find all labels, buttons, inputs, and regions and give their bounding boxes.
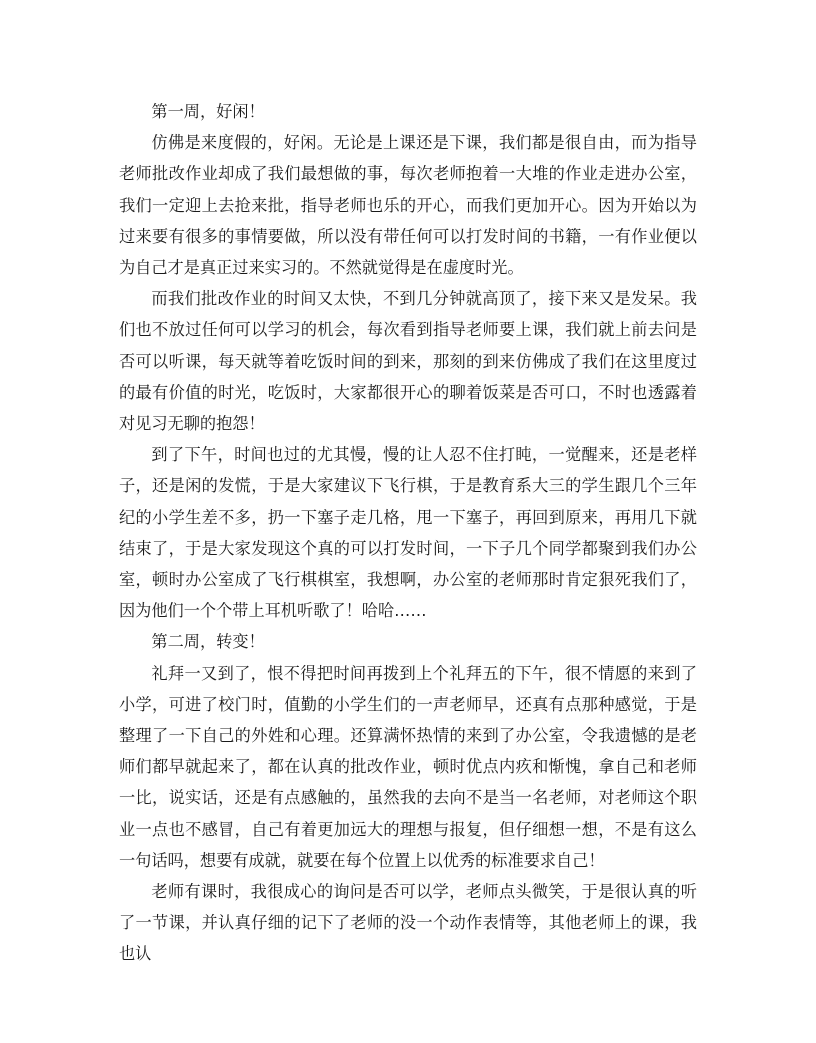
paragraph: 礼拜一又到了，恨不得把时间再拨到上个礼拜五的下午，很不情愿的来到了小学，可进了校门时，值勤的小学生们的一声老师早，还真有点那种感觉，于是整理了一下自己的外姓和心理。还算满怀热情的来到了办公室，令我遗憾的是老师们都早就起来了，都在认真的批改作业，顿时优点内疚和惭愧，拿自己和老师一比，说实话，还是有点感触的，虽然我的去向不是当一名老师，对老师这个职业一点也不感冒，自己有着更加远大的理想与报复，但仔细想一想，不是有这么一句话吗，想要有成就，就要在每个位置上以优秀的标准要求自己！ [119, 663, 697, 870]
week-two-heading: 第二周，转变！ [151, 632, 265, 652]
paragraph: 到了下午，时间也过的尤其慢，慢的让人忍不住打盹，一觉醒来，还是老样子，还是闲的发慌，于是大家建议下飞行棋，于是教育系大三的学生跟几个三年纪的小学生差不多，扔一下塞子走几格，甩一下塞子，再回到原来，再用几下就结束了，于是大家发现这个真的可以打发时间，一下子几个同学都聚到我们办公室，顿时办公室成了飞行棋棋室，我想啊，办公室的老师那时肯定狠死我们了，因为他们一个个带上耳机听歌了！哈哈…… [119, 445, 697, 621]
paragraph: 老师有课时，我很成心的询问是否可以学，老师点头微笑，于是很认真的听了一节课，并认真仔细的记下了老师的没一个动作表情等，其他老师上的课，我也认 [119, 882, 697, 964]
paragraph: 仿佛是来度假的，好闲。无论是上课还是下课，我们都是很自由，而为指导老师批改作业却成了我们最想做的事，每次老师抱着一大堆的作业走进办公室，我们一定迎上去抢来批，指导老师也乐的开心，而我们更加开心。因为开始以为过来要有很多的事情要做，所以没有带任何可以打发时间的书籍，一有作业便以为自己才是真正过来实习的。不然就觉得是在虚度时光。 [119, 133, 697, 278]
document-body [119, 96, 697, 970]
week-one-heading: 第一周，好闲！ [151, 102, 265, 121]
paragraph: 而我们批改作业的时间又太快，不到几分钟就高顶了，接下来又是发呆。我们也不放过任何可以学习的机会，每次看到指导老师要上课，我们就上前去问是否可以听课，每天就等着吃饭时间的到来，那刻的到来仿佛成了我们在这里度过的最有价值的时光，吃饭时，大家都很开心的聊着饭菜是否可口，不时也透露着对见习无聊的抱怨！ [119, 289, 697, 434]
